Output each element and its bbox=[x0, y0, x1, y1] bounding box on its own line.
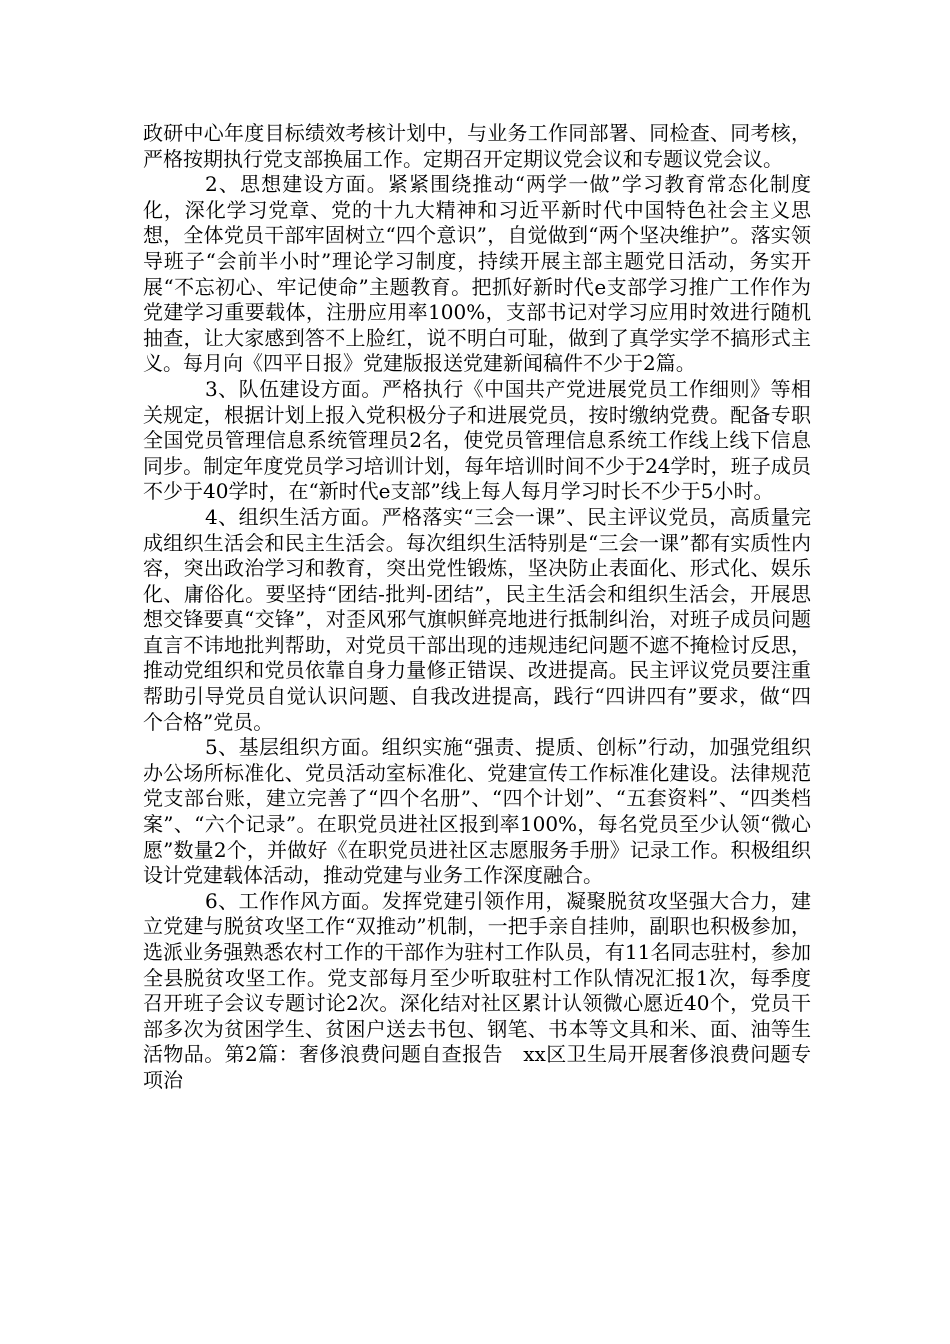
paragraph-organization-life: 4、组织生活方面。严格落实“三会一课”、民主评议党员，高质量完成组织生活会和民主生活会。每次组织生活特别是“三会一课”都有实质性内容，突出政治学习和教育，突出党性锻炼，坚决防止表面化、形式化、娱乐化、庸俗化。要坚持“团结-批判-团结”，民主生活会和组织生活会，开展思想交锋要真“交锋”，对歪风邪气旗帜鲜亮地进行抵制纠治，对班子成员问题直言不讳地批判帮助，对党员干部出现的违规违纪问题不遮不掩检讨反思，推动党组织和党员依靠自身力量修正错误、改进提高。民主评议党员要注重帮助引导党员自觉认识问题、自我改进提高，践行“四讲四有”要求，做“四个合格”党员。 bbox=[143, 504, 811, 734]
document-body bbox=[143, 121, 811, 1094]
paragraph-grassroots: 5、基层组织方面。组织实施“强责、提质、创标”行动，加强党组织办公场所标准化、党员活动室标准化、党建宣传工作标准化建设。法律规范党支部台账，建立完善了“四个名册”、“四个计划”、“五套资料”、“四类档案”、“六个记录”。在职党员进社区报到率100%，每名党员至少认领“微心愿”数量2个，并做好《在职党员进社区志愿服务手册》记录工作。积极组织设计党建载体活动，推动党建与业务工作深度融合。 bbox=[143, 735, 811, 888]
paragraph-ideology: 2、思想建设方面。紧紧围绕推动“两学一做”学习教育常态化制度化，深化学习党章、党的十九大精神和习近平新时代中国特色社会主义思想，全体党员干部牢固树立“四个意识”，自觉做到“两个坚决维护”。落实领导班子“会前半小时”理论学习制度，持续开展主部主题党日活动，务实开展“不忘初心、牢记使命”主题教育。把抓好新时代e支部学习推广工作作为党建学习重要载体，注册应用率100%，支部书记对学习应用时效进行随机抽查，让大家感到答不上脸红，说不明白可耻，做到了真学实学不搞形式主义。每月向《四平日报》党建版报送党建新闻稿件不少于2篇。 bbox=[143, 172, 811, 376]
paragraph-team: 3、队伍建设方面。严格执行《中国共产党进展党员工作细则》等相关规定，根据计划上报入党积极分子和进展党员，按时缴纳党费。配备专职全国党员管理信息系统管理员2名，使党员管理信息系统工作线上线下信息同步。制定年度党员学习培训计划，每年培训时间不少于24学时，班子成员不少于40学时，在“新时代e支部”线上每人每月学习时长不少于5小时。 bbox=[143, 376, 811, 504]
paragraph-work-style: 6、工作作风方面。发挥党建引领作用，凝聚脱贫攻坚强大合力，建立党建与脱贫攻坚工作“双推动”机制，一把手亲自挂帅，副职也积极参加，选派业务强熟悉农村工作的干部作为驻村工作队员，有11名同志驻村，参加全县脱贫攻坚工作。党支部每月至少听取驻村工作队情况汇报1次，每季度召开班子会议专题讨论2次。深化结对社区累计认领微心愿近40个，党员干部多次为贫困学生、贫困户送去书包、钢笔、书本等文具和米、面、油等生活物品。第2篇：奢侈浪费问题自查报告 xx区卫生局开展奢侈浪费问题专项治 bbox=[143, 888, 811, 1092]
paragraph-intro: 政研中心年度目标绩效考核计划中，与业务工作同部署、同检查、同考核，严格按期执行党支部换届工作。定期召开定期议党会议和专题议党会议。 bbox=[143, 121, 811, 171]
